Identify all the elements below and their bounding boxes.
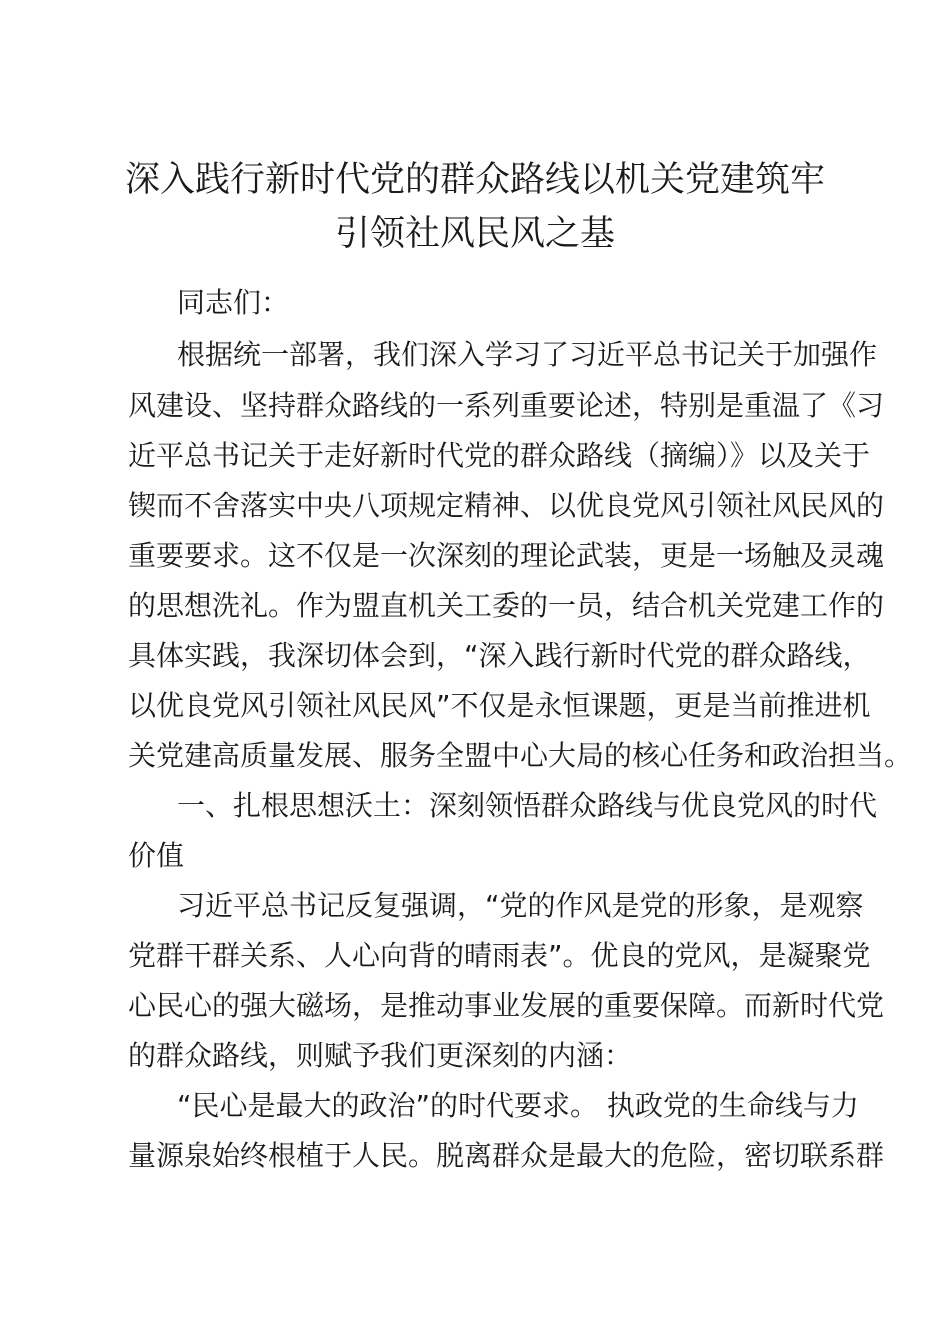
document-title-line-1: 深入践行新时代党的群众路线以机关党建筑牢	[124, 160, 825, 200]
paragraph-3-line: 量源泉始终根植于人民。脱离群众是最大的危险，密切联系群	[128, 1139, 885, 1172]
paragraph-3-line: “民心是最大的政治”的时代要求。 执政党的生命线与力	[177, 1089, 859, 1122]
salutation: 同志们：	[177, 286, 290, 319]
paragraph-1-line: 根据统一部署，我们深入学习了习近平总书记关于加强作	[177, 338, 878, 371]
document-title-line-2: 引领社风民风之基	[334, 214, 615, 254]
paragraph-1-line: 近平总书记关于走好新时代党的群众路线（摘编）》以及关于	[128, 439, 871, 472]
paragraph-1-line: 重要要求。这不仅是一次深刻的理论武装，更是一场触及灵魂	[128, 539, 885, 572]
paragraph-2-line: 习近平总书记反复强调，“党的作风是党的形象，是观察	[177, 889, 864, 922]
paragraph-1-line: 风建设、坚持群众路线的一系列重要论述，特别是重温了《习	[128, 389, 885, 422]
paragraph-1-line: 的思想洗礼。作为盟直机关工委的一员，结合机关党建工作的	[128, 589, 885, 622]
paragraph-2-line: 的群众路线，则赋予我们更深刻的内涵：	[128, 1039, 633, 1072]
paragraph-1-line: 关党建高质量发展、服务全盟中心大局的核心任务和政治担当。	[128, 739, 913, 772]
paragraph-2-line: 党群干群关系、人心向背的晴雨表”。优良的党风，是凝聚党	[128, 939, 871, 972]
section-heading-1-continued: 价值	[128, 839, 185, 872]
paragraph-2-line: 心民心的强大磁场，是推动事业发展的重要保障。而新时代党	[128, 989, 885, 1022]
paragraph-1-line: 锲而不舍落实中央八项规定精神、以优良党风引领社风民风的	[128, 489, 885, 522]
paragraph-1-line: 具体实践，我深切体会到，“深入践行新时代党的群众路线，	[128, 639, 871, 672]
section-heading-1: 一、扎根思想沃土：深刻领悟群众路线与优良党风的时代	[177, 789, 878, 822]
paragraph-1-line: 以优良党风引领社风民风”不仅是永恒课题，更是当前推进机	[128, 689, 871, 722]
